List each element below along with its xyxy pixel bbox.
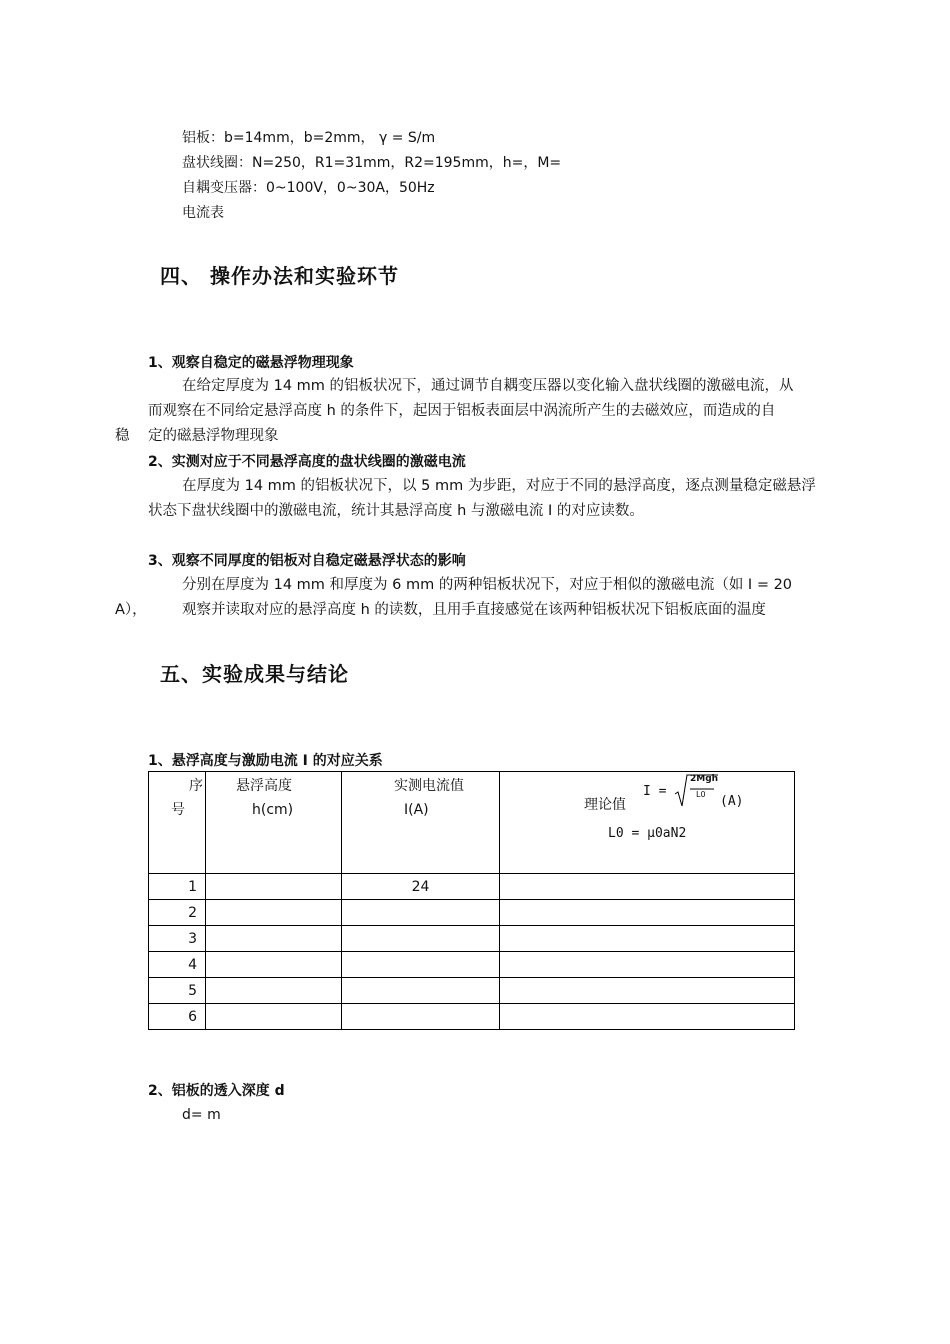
step3-heading: 3、观察不同厚度的铝板对自稳定磁悬浮状态的影响 <box>148 553 466 569</box>
row-theory <box>500 900 795 926</box>
row-height <box>206 900 342 926</box>
row-index: 2 <box>149 900 206 926</box>
header-index-line1: 序 <box>189 778 203 794</box>
equipment-disk-coil: 盘状线圈：N=250，R1=31mm，R2=195mm，h=，M= <box>182 155 562 171</box>
row-index: 1 <box>149 874 206 900</box>
theory-label: 理论值 <box>584 797 626 813</box>
sqrt-icon <box>500 772 795 872</box>
theory-numerator: 2Mgh <box>690 774 719 784</box>
table-header-row <box>149 772 795 874</box>
step1-line-3a: 稳 <box>115 428 130 444</box>
row-theory <box>500 978 795 1004</box>
table-row <box>149 926 795 952</box>
penetration-heading: 2、铝板的透入深度 d <box>148 1083 285 1099</box>
row-height <box>206 978 342 1004</box>
row-height <box>206 926 342 952</box>
row-index: 5 <box>149 978 206 1004</box>
equipment-aluminum-plate: 铝板：b=14mm，b=2mm， γ = S/m <box>182 130 436 146</box>
row-current <box>342 952 500 978</box>
header-theory <box>500 772 795 874</box>
step3-line-2b: 观察并读取对应的悬浮高度 h 的读数，且用手直接感觉在该两种铝板状况下铝板底面的温度 <box>182 602 766 618</box>
table-row <box>149 874 795 900</box>
theory-denominator: L0 <box>696 790 706 799</box>
step3-line-2a: A）， <box>115 602 147 618</box>
row-current <box>342 900 500 926</box>
header-index-line2: 号 <box>171 802 185 818</box>
header-current-line2: I(A) <box>404 802 429 818</box>
equipment-ammeter: 电流表 <box>182 205 224 221</box>
step2-line-1: 在厚度为 14 mm 的铝板状况下，以 5 mm 为步距，对应于不同的悬浮高度，逐点测量稳定磁悬浮 <box>182 478 816 494</box>
header-height-line1: 悬浮高度 <box>236 778 292 794</box>
header-height-line2: h(cm) <box>252 802 294 818</box>
header-height <box>206 772 342 874</box>
penetration-value: d= m <box>182 1107 221 1123</box>
table-row <box>149 900 795 926</box>
results-table <box>148 771 795 1030</box>
row-index: 4 <box>149 952 206 978</box>
row-current: 24 <box>342 874 500 900</box>
section5-title: 五、实验成果与结论 <box>160 662 349 686</box>
row-height <box>206 1004 342 1030</box>
theory-lhs: I = <box>643 784 667 799</box>
step1-line-2: 而观察在不同给定悬浮高度 h 的条件下，起因于铝板表面层中涡流所产生的去磁效应，而造成的自 <box>148 403 776 419</box>
row-height <box>206 874 342 900</box>
step1-line-3b: 定的磁悬浮物理现象 <box>148 428 279 444</box>
table1-heading: 1、悬浮高度与激励电流 I 的对应关系 <box>148 753 383 769</box>
row-theory <box>500 1004 795 1030</box>
table-row <box>149 952 795 978</box>
row-theory <box>500 926 795 952</box>
row-height <box>206 952 342 978</box>
row-theory <box>500 952 795 978</box>
step1-heading: 1、观察自稳定的磁悬浮物理现象 <box>148 355 354 371</box>
header-current <box>342 772 500 874</box>
table-row <box>149 1004 795 1030</box>
header-index <box>149 772 206 874</box>
header-current-line1: 实测电流值 <box>394 778 464 794</box>
row-current <box>342 1004 500 1030</box>
row-current <box>342 926 500 952</box>
theory-l0-formula: L0 = μ0aN2 <box>608 826 687 841</box>
step2-line-2: 状态下盘状线圈中的激磁电流，统计其悬浮高度 h 与激磁电流 I 的对应读数。 <box>148 503 644 519</box>
theory-unit: (A) <box>720 794 744 809</box>
section4-title: 四、 操作办法和实验环节 <box>160 264 399 288</box>
row-index: 6 <box>149 1004 206 1030</box>
step3-line-1: 分别在厚度为 14 mm 和厚度为 6 mm 的两种铝板状况下，对应于相似的激磁电流（如 I = 20 <box>182 577 793 593</box>
step2-heading: 2、实测对应于不同悬浮高度的盘状线圈的激磁电流 <box>148 454 466 470</box>
table-row <box>149 978 795 1004</box>
row-current <box>342 978 500 1004</box>
equipment-autotransformer: 自耦变压器：0~100V，0~30A，50Hz <box>182 180 435 196</box>
step1-line-1: 在给定厚度为 14 mm 的铝板状况下，通过调节自耦变压器以变化输入盘状线圈的激磁电流，从 <box>182 378 794 394</box>
row-index: 3 <box>149 926 206 952</box>
row-theory <box>500 874 795 900</box>
